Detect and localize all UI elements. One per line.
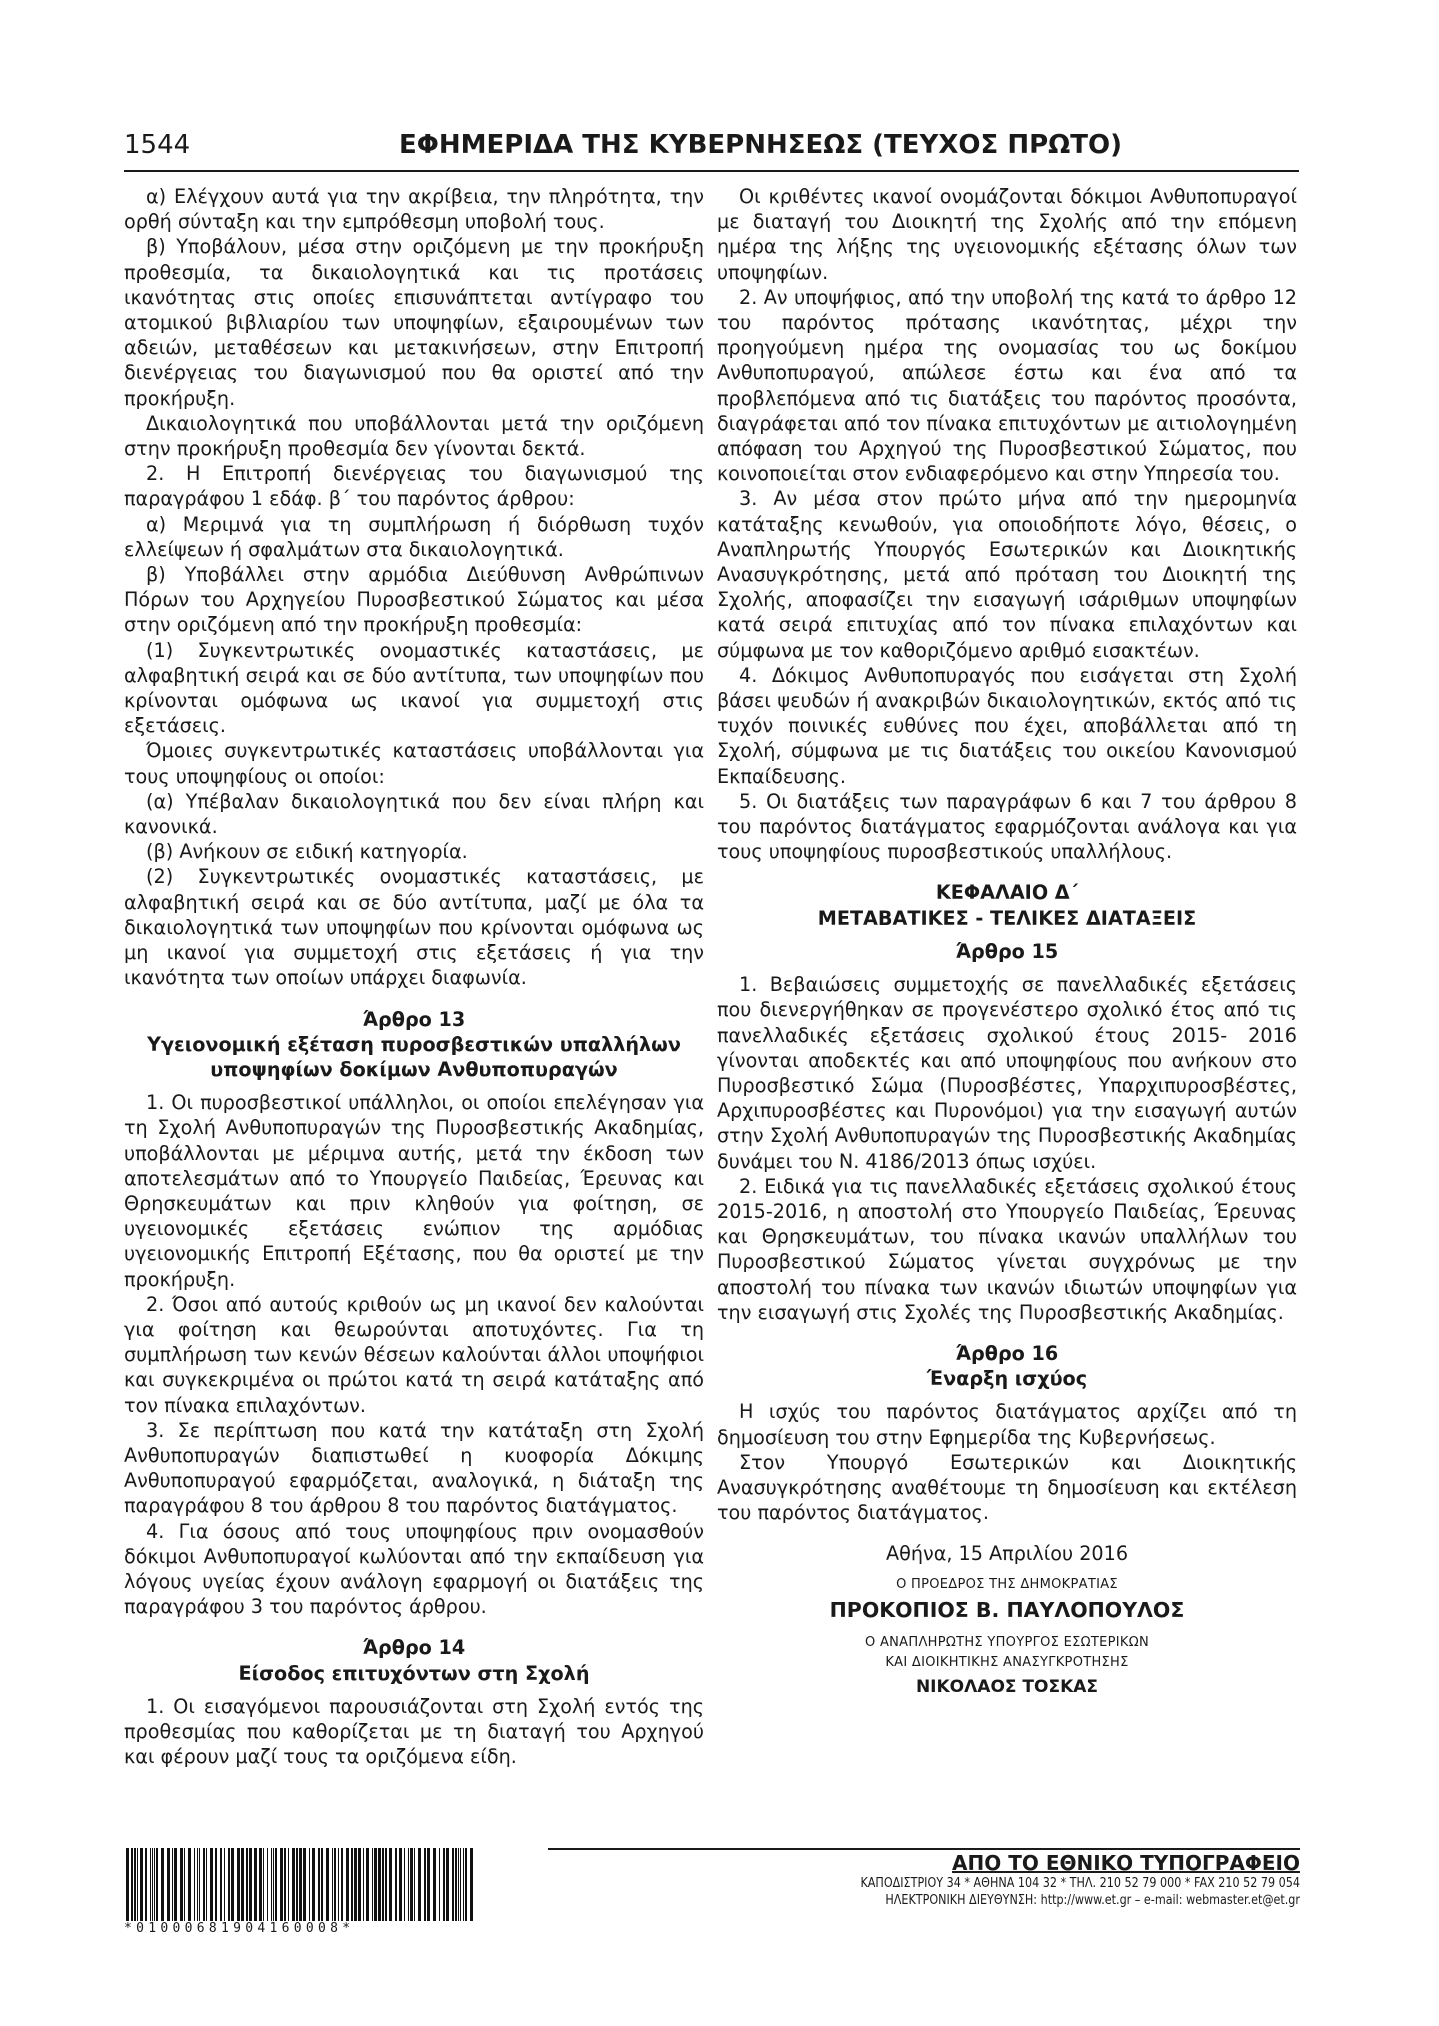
barcode-bar: [351, 1848, 353, 1921]
barcode-bar: [254, 1848, 257, 1921]
minister-name: ΝΙΚΟΛΑΟΣ ΤΟΣΚΑΣ: [915, 1676, 1099, 1697]
barcode-bar: [145, 1848, 147, 1921]
barcode-bar: [299, 1848, 302, 1921]
barcode-bar: [284, 1848, 286, 1921]
barcode-digits: *01000681904160008*: [124, 1921, 355, 1936]
barcode-bar: [172, 1848, 173, 1921]
barcode-bar: [194, 1848, 195, 1921]
barcode-bar: [280, 1848, 283, 1921]
barcode-bar: [174, 1848, 177, 1921]
barcode-bar: [167, 1848, 170, 1921]
barcode-bar: [408, 1848, 409, 1921]
barcode-bar: [439, 1848, 440, 1921]
barcode-bar: [126, 1848, 129, 1921]
paragraph: 3. Αν μέσα στον πρώτο μήνα από την ημερομηνία κατάταξης κενωθούν, για οποιοδήποτε λόγο, θέσεις, ο Αναπληρωτής Υπουργός Εσωτερικών και Διοικητικής Ανασυγκρότησης, μετά από πρόταση του Διοικητή της Σχολής, αποφασίζει την εισαγωγή ισάριθμων υποψηφίων κατά σειρά επιτυχίας από τον πίνακα επιλαχόντων και σύμφωνα με τον καθοριζόμενο αριθμό εισακτέων.: [717, 487, 1297, 662]
barcode-bar: [363, 1848, 364, 1921]
barcode-bar: [275, 1848, 277, 1921]
barcode-bar: [267, 1848, 268, 1921]
barcode-bar: [288, 1848, 289, 1921]
barcode-bar: [452, 1848, 454, 1921]
barcode-bar: [309, 1848, 310, 1921]
paragraph: 1. Βεβαιώσεις συμμετοχής σε πανελλαδικές εξετάσεις που διενεργήθηκαν σε προγενέστερο σχολικό έτος από τις πανελλαδικές εξετάσεις σχολικού έτους 2015- 2016 γίνονται αποδεκτές και από υποψηφίους που ανήκουν στο Πυροσβεστικό Σώμα (Πυροσβέστες, Υπαρχιπυροσβέστες, Αρχιπυροσβέστες και Πυρονόμοι) για την εισαγωγή αυτών στην Σχολή Ανθυποπυραγών της Πυροσβεστικής Ακαδημίας δυνάμει του Ν. 4186/2013 όπως ισχύει.: [717, 973, 1297, 1173]
barcode-bar: [271, 1848, 272, 1921]
paragraph: 2. Η Επιτροπή διενέργειας του διαγωνισμού της παραγράφου 1 εδάφ. β΄ του παρόντος άρθρου:: [124, 462, 704, 511]
barcode-bar: [318, 1848, 320, 1921]
barcode-bar: [385, 1848, 387, 1921]
barcode-graphic: [124, 1848, 476, 1921]
barcode-bar: [259, 1848, 262, 1921]
barcode-bar: [292, 1848, 295, 1921]
barcode-bar: [334, 1848, 336, 1921]
barcode-bar: [220, 1848, 222, 1921]
barcode-bar: [366, 1848, 369, 1921]
page-number: 1544: [124, 130, 191, 160]
barcode-bar: [154, 1848, 155, 1921]
barcode-bar: [273, 1848, 274, 1921]
barcode-bar: [312, 1848, 315, 1921]
president-label: Ο ΠΡΟΕΔΡΟΣ ΤΗΣ ΔΗΜΟΚΡΑΤΙΑΣ: [896, 1576, 1118, 1592]
barcode-bar: [455, 1848, 457, 1921]
barcode-bar: [418, 1848, 421, 1921]
minister-label-line-1: Ο ΑΝΑΠΛΗΡΩΤΗΣ ΥΠΟΥΡΓΟΣ ΕΣΩΤΕΡΙΚΩΝ: [865, 1634, 1149, 1650]
barcode-bar: [131, 1848, 133, 1921]
minister-label-line-2: ΚΑΙ ΔΙΟΙΚΗΤΙΚΗΣ ΑΝΑΣΥΓΚΡΟΤΗΣΗΣ: [885, 1654, 1129, 1670]
paragraph: α) Ελέγχουν αυτά για την ακρίβεια, την πληρότητα, την ορθή σύνταξη και την εμπρόθεσμη υποβολή τους.: [124, 185, 704, 234]
page-header: [124, 126, 1299, 172]
barcode-bar: [326, 1848, 329, 1921]
barcode-bar: [161, 1848, 164, 1921]
barcode-bar: [228, 1848, 230, 1921]
paragraph: 5. Οι διατάξεις των παραγράφων 6 και 7 του άρθρου 8 του παρόντος διατάγματος εφαρμόζονται ανάλογα και για τους υποψηφίους πυροσβεστικούς υπαλλήλους.: [717, 789, 1297, 864]
barcode-bar: [378, 1848, 381, 1921]
barcode-bar: [399, 1848, 402, 1921]
printer-info: [740, 1851, 1300, 1909]
barcode-bar: [215, 1848, 217, 1921]
barcode-bar: [463, 1848, 464, 1921]
chapter-number: ΚΕΦΑΛΑΙΟ Δ΄: [935, 881, 1079, 905]
barcode-bar: [404, 1848, 405, 1921]
paragraph: 4. Δόκιμος Ανθυποπυραγός που εισάγεται στη Σχολή βάσει ψευδών ή ανακριβών δικαιολογητικών, εκτός από τις τυχόν ποινικές ευθύνες που έχει, αποβάλλεται από τη Σχολή, σύμφωνα με τις διατάξεις του οικείου Κανονισμού Εκπαίδευσης.: [717, 663, 1297, 788]
paragraph: (β) Ανήκουν σε ειδική κατηγορία.: [146, 840, 468, 864]
right-column: [717, 184, 1297, 1701]
article-13-title: Υγειονομική εξέταση πυροσβεστικών υπαλλήλων υποψηφίων δοκίμων Ανθυποπυραγών: [147, 1032, 681, 1081]
barcode-bar: [358, 1848, 361, 1921]
paragraph: (1) Συγκεντρωτικές ονομαστικές καταστάσεις, με αλφαβητική σειρά και σε δύο αντίτυπα, των υποψηφίων που κρίνονται ομόφωνα ως ικανοί για συμμετοχή στις εξετάσεις.: [124, 638, 704, 738]
president-name: ΠΡΟΚΟΠΙΟΣ Β. ΠΑΥΛΟΠΟΥΛΟΣ: [829, 1597, 1185, 1622]
barcode-bar: [446, 1848, 449, 1921]
barcode-bar: [303, 1848, 306, 1921]
paragraph: 4. Για όσους από τους υποψηφίους πριν ονομασθούν δόκιμοι Ανθυποπυραγοί κωλύονται από την εκπαίδευση για λόγους υγείας έχουν ανάλογη εφαρμογή οι διατάξεις της παραγράφου 3 του παρόντος άρθρου.: [124, 1519, 704, 1619]
article-14-title: Είσοδος επιτυχόντων στη Σχολή: [238, 1661, 590, 1685]
barcode-bar: [395, 1848, 397, 1921]
barcode-bar: [206, 1848, 207, 1921]
barcode-bar: [410, 1848, 413, 1921]
barcode-bar: [241, 1848, 244, 1921]
paragraph: β) Υποβάλλει στην αρμόδια Διεύθυνση Ανθρώπινων Πόρων του Αρχηγείου Πυροσβεστικού Σώματος και μέσα στην οριζόμενη από την προκήρυξη προθεσμία:: [124, 563, 704, 637]
paragraph: β) Υποβάλουν, μέσα στην οριζόμενη με την προκήρυξη προθεσμία, τα δικαιολογητικά και τις προτάσεις ικανότητας στις οποίες επισυνάπτεται αντίγραφο του ατομικού βιβλιαρίου των υποψηφίων, εξαιρουμένων των αδειών, μεταθέσεων και μετακινήσεων, στην Επιτροπή διενέργειας του διαγωνισμού που θα οριστεί από την προκήρυξη.: [124, 235, 704, 410]
barcode-bar: [237, 1848, 240, 1921]
barcode-bar: [134, 1848, 136, 1921]
paragraph: 1. Οι εισαγόμενοι παρουσιάζονται στη Σχολή εντός της προθεσμίας που καθορίζεται με τη διαταγή του Αρχηγού και φέρουν μαζί τους τα οριζόμενα είδη.: [124, 1694, 704, 1769]
paragraph: α) Μεριμνά για τη συμπλήρωση ή διόρθωση τυχόν ελλείψεων ή σφαλμάτων στα δικαιολογητικά.: [124, 512, 704, 561]
barcode-bar: [346, 1848, 349, 1921]
paragraph: 2. Όσοι από αυτούς κριθούν ως μη ικανοί δεν καλούνται για φοίτηση και θεωρούνται αποτυχόντες. Για τη συμπλήρωση των κενών θέσεων καλούνται άλλοι υποψήφιοι και συγκεκριμένα οι πρώτοι κατά τη σειρά κατάταξης από τον πίνακα επιλαχόντων.: [124, 1292, 704, 1417]
chapter-title: ΜΕΤΑΒΑΤΙΚΕΣ - ΤΕΛΙΚΕΣ ΔΙΑΤΑΞΕΙΣ: [817, 906, 1197, 930]
barcode-bar: [210, 1848, 213, 1921]
barcode-bar: [152, 1848, 153, 1921]
barcode-bar: [249, 1848, 252, 1921]
barcode-bar: [156, 1848, 158, 1921]
paragraph: Στον Υπουργό Εσωτερικών και Διοικητικής Ανασυγκρότησης αναθέτουμε τη δημοσίευση και εκτέλεση του παρόντος διατάγματος.: [717, 1450, 1297, 1525]
barcode-bar: [427, 1848, 430, 1921]
barcode-bar: [224, 1848, 225, 1921]
barcode-bar: [199, 1848, 200, 1921]
barcode-bar: [140, 1848, 143, 1921]
barcode-bar: [231, 1848, 234, 1921]
footer-rule: [548, 1848, 1300, 1850]
paragraph: Η ισχύς του παρόντος διατάγματος αρχίζει από τη δημοσίευση του στην Εφημερίδα της Κυβερνήσεως.: [717, 1400, 1297, 1449]
paragraph: Οι κριθέντες ικανοί ονομάζονται δόκιμοι Ανθυποπυραγοί με διαταγή του Διοικητή της Σχολής από την επόμενη ημέρα της λήξης της υγειονομικής εξέτασης όλων των υποψηφίων.: [717, 185, 1297, 284]
barcode-bar: [460, 1848, 461, 1921]
printer-address: ΚΑΠΟΔΙΣΤΡΙΟΥ 34 * ΑΘΗΝΑ 104 32 * ΤΗΛ. 210 52 79 000 * FAX 210 52 79 054: [860, 1876, 1300, 1891]
barcode-bar: [424, 1848, 426, 1921]
paragraph: (α) Υπέβαλαν δικαιολογητικά που δεν είναι πλήρη και κανονικά.: [124, 789, 704, 839]
signing-date: Αθήνα, 15 Απριλίου 2016: [885, 1542, 1129, 1566]
barcode-bar: [338, 1848, 339, 1921]
article-16-title: Έναρξη ισχύος: [926, 1367, 1088, 1391]
barcode-bar: [354, 1848, 357, 1921]
paragraph: 2. Ειδικά για τις πανελλαδικές εξετάσεις σχολικού έτους 2015-2016, η αποστολή στο Υπουργείο Παιδείας, Έρευνας και Θρησκευμάτων, του πίνακα ικανών υπαλλήλων του Πυροσβεστικού Σώματος γίνεται συγχρόνως με την αποστολή του πίνακα των ικανών ιδιωτών υποψηφίων για την εισαγωγή στις Σχολές της Πυροσβεστικής Ακαδημίας.: [717, 1174, 1297, 1324]
barcode-bar: [433, 1848, 436, 1921]
barcode-bar: [372, 1848, 373, 1921]
article-14-number: Άρθρο 14: [362, 1636, 466, 1660]
barcode-bar: [470, 1848, 473, 1921]
paragraph: 3. Σε περίπτωση που κατά την κατάταξη στη Σχολή Ανθυποπυραγών διαπιστωθεί η κυοφορία Δόκιμης Ανθυποπυραγού εφαρμόζεται, αναλογικά, η διάταξη της παραγράφου 8 του άρθρου 8 του παρόντος διατάγματος.: [124, 1418, 704, 1518]
paragraph: (2) Συγκεντρωτικές ονομαστικές καταστάσεις, με αλφαβητική σειρά και σε δύο αντίτυπα, μαζί με όλα τα δικαιολογητικά των υποψηφίων που κρίνονται ομόφωνα ως μη ικανοί για συμμετοχή στις εξετάσεις ή για την ικανότητα των οποίων υπάρχει διαφωνία.: [124, 865, 704, 990]
barcode-bar: [246, 1848, 248, 1921]
article-16-number: Άρθρο 16: [955, 1341, 1059, 1365]
printer-title: ΑΠΟ ΤΟ ΕΘΝΙΚΟ ΤΥΠΟΓΡΑΦΕΙΟ: [952, 1851, 1300, 1875]
printer-web: ΗΛΕΚΤΡΟΝΙΚΗ ΔΙΕΥΘΥΝΣΗ: http://www.et.gr – e-mail: webmaster.et@et.gr: [885, 1893, 1300, 1908]
barcode-bar: [389, 1848, 392, 1921]
barcode-bar: [180, 1848, 183, 1921]
barcode-bar: [458, 1848, 459, 1921]
paragraph: 2. Αν υποψήφιος, από την υποβολή της κατά το άρθρο 12 του παρόντος πρότασης ικανότητας, μέχρι την προηγούμενη ημέρα της ονομασίας του ως δοκίμου Ανθυποπυραγού, απώλεσε έστω και ένα από τα προβλεπόμενα από τις διατάξεις του παρόντος προσόντα, διαγράφεται από τον πίνακα επιτυχόντων με αιτιολογημένη απόφαση του Αρχηγού της Πυροσβεστικού Σώματος, που κοινοποιείται στον ενδιαφερόμενο και στην Υπηρεσία του.: [717, 285, 1297, 486]
paragraph: Δικαιολογητικά που υποβάλλονται μετά την οριζόμενη στην προκήρυξη προθεσμία δεν γίνονται δεκτά.: [124, 411, 704, 461]
barcode-bar: [263, 1848, 264, 1921]
barcode-bar: [203, 1848, 205, 1921]
barcode-bar: [443, 1848, 445, 1921]
barcode-bar: [414, 1848, 415, 1921]
article-13-number: Άρθρο 13: [362, 1007, 466, 1031]
barcode-bar: [341, 1848, 343, 1921]
barcode-bar: [321, 1848, 323, 1921]
left-column: [124, 184, 704, 1769]
barcode-bar: [382, 1848, 384, 1921]
paragraph: Όμοιες συγκεντρωτικές καταστάσεις υποβάλλονται για τους υποψηφίους οι οποίοι:: [124, 739, 704, 788]
barcode-bar: [296, 1848, 298, 1921]
barcode-bar: [374, 1848, 377, 1921]
gazette-title: ΕΦΗΜΕΡΙΔΑ ΤΗΣ ΚΥΒΕΡΝΗΣΕΩΣ (ΤΕΥΧΟΣ ΠΡΩΤΟ): [399, 130, 1122, 160]
barcode-bar: [150, 1848, 151, 1921]
barcode-bar: [137, 1848, 138, 1921]
barcode-bar: [332, 1848, 333, 1921]
barcode-bar: [188, 1848, 191, 1921]
paragraph: 1. Οι πυροσβεστικοί υπάλληλοι, οι οποίοι επελέγησαν για τη Σχολή Ανθυποπυραγών της Πυροσβεστικής Ακαδημίας, υποβάλλονται με μέριμνα αυτής, μετά την έκδοση των αποτελεσμάτων από το Υπουργείο Παιδείας, Έρευνας και Θρησκευμάτων και πριν κληθούν για φοίτηση, σε υγειονομικές εξετάσεις ενώπιον της αρμόδιας υγειονομικής Επιτροπή Εξέτασης, που θα οριστεί με την προκήρυξη.: [124, 1091, 704, 1291]
article-15-number: Άρθρο 15: [955, 939, 1059, 963]
barcode-bar: [465, 1848, 467, 1921]
barcode-bar: [184, 1848, 185, 1921]
barcode-bar: [197, 1848, 198, 1921]
